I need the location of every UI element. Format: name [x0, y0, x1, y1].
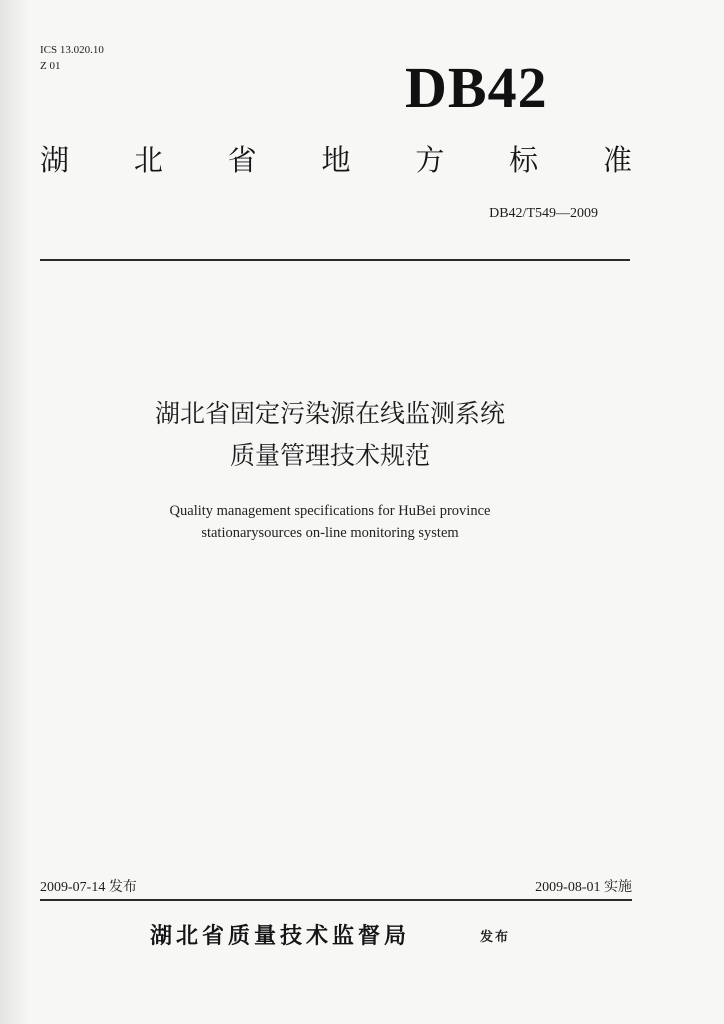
classification-code: Z 01	[40, 60, 61, 72]
standard-type-char: 方	[415, 143, 445, 177]
standard-type-char: 准	[602, 143, 632, 177]
implementation-date: 2009-08-01 实施	[535, 880, 632, 895]
standard-type-char: 标	[509, 143, 539, 177]
standard-type-heading	[40, 142, 632, 178]
english-title-line-2: stationarysources on-line monitoring system	[201, 525, 459, 541]
issuing-authority-suffix: 发布	[480, 930, 511, 945]
chinese-title-line-1: 湖北省固定污染源在线监测系统	[154, 399, 505, 428]
issuing-authority: 湖北省质量技术监督局	[150, 924, 411, 949]
top-divider	[40, 259, 630, 261]
standard-type-char: 湖	[40, 143, 70, 177]
document-number: DB42/T549—2009	[489, 206, 598, 221]
chinese-title	[0, 393, 660, 477]
english-title-line-1: Quality management specifications for HuBei province	[169, 503, 491, 519]
bottom-divider	[40, 899, 632, 901]
standard-logo: DB42	[405, 55, 548, 120]
chinese-title-line-2: 质量管理技术规范	[229, 441, 430, 470]
standard-type-char: 省	[227, 143, 257, 177]
standard-type-char: 地	[321, 143, 351, 177]
ics-code: ICS 13.020.10	[40, 44, 104, 56]
english-title	[0, 500, 660, 544]
standard-type-char: 北	[133, 143, 163, 177]
issue-date: 2009-07-14 发布	[40, 880, 137, 895]
